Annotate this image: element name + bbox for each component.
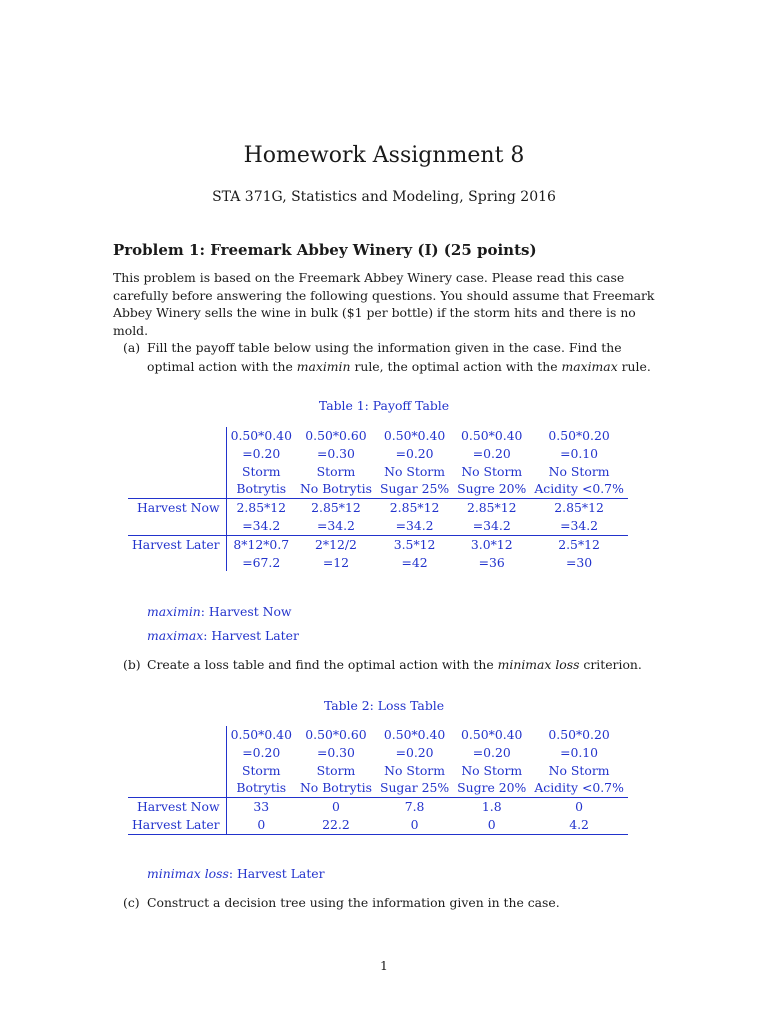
table1-col-joint: =0.10: [560, 445, 599, 461]
table2-cell: 0: [376, 816, 453, 834]
maximin-value: : Harvest Now: [200, 604, 292, 619]
table1-cell: =34.2: [530, 517, 628, 535]
table2-col-prob: 0.50*0.40: [461, 727, 523, 742]
table2-col-joint: =0.20: [242, 744, 281, 760]
page-title: Homework Assignment 8: [243, 143, 525, 168]
part-b-text-2: criterion.: [579, 657, 642, 672]
table1-col-joint: =0.20: [395, 445, 434, 461]
table2-row-label: Harvest Now: [128, 798, 226, 816]
table2-cell: 33: [253, 799, 270, 815]
part-c-label: (c): [123, 895, 140, 910]
table1-col-state: No Storm: [548, 463, 610, 479]
table1-col-substate: Sugre 20%: [453, 480, 530, 498]
table1-row-label: Harvest Later: [128, 535, 226, 553]
table1-col-substate: Botrytis: [226, 480, 296, 498]
table1-cell: =34.2: [376, 517, 453, 535]
table2-cell: 1.8: [481, 799, 502, 815]
table2-col-substate: Sugre 20%: [453, 779, 530, 797]
table2-cell: 0: [226, 816, 296, 834]
maximax-answer: [147, 628, 299, 643]
part-a-question: [123, 339, 658, 376]
page-number: 1: [380, 958, 388, 973]
table2-row-label: Harvest Later: [128, 816, 226, 834]
table1-cell: 2.85*12: [466, 500, 517, 516]
part-a-text-2: rule, the optimal action with the: [350, 358, 562, 374]
table1-col-prob: 0.50*0.40: [461, 428, 523, 443]
table1-col-joint: =0.20: [242, 445, 281, 461]
table1-cell: 2.85*12: [554, 500, 604, 516]
table2-col-substate: Sugar 25%: [376, 779, 453, 797]
table2-cell: 0: [332, 799, 340, 815]
table1-cell: =36: [478, 554, 505, 570]
table2-cell: 0: [453, 816, 530, 834]
part-a-label: (a): [123, 340, 141, 355]
table2-cell: 4.2: [530, 816, 628, 834]
minimax-loss-value: : Harvest Later: [228, 866, 325, 881]
table2-corner: [128, 726, 226, 744]
table1-col-state: Storm: [241, 463, 281, 479]
table2-col-prob: 0.50*0.20: [548, 727, 610, 742]
table2-col-state: No Storm: [548, 762, 610, 778]
payoff-table: [128, 427, 628, 571]
table2-col-substate: Botrytis: [226, 779, 296, 797]
table1-col-state: Storm: [316, 463, 356, 479]
table2-col-prob: 0.50*0.40: [230, 727, 292, 742]
maximin-answer: [147, 604, 292, 619]
part-b-em-minimax: minimax loss: [497, 657, 580, 672]
maximax-value: : Harvest Later: [203, 628, 299, 643]
part-a-em-maximin: maximin: [296, 358, 351, 374]
table1-cell: 3.5*12: [393, 536, 436, 552]
loss-table: [128, 726, 628, 835]
table1-cell: 2.85*12: [389, 500, 440, 516]
table1-cell: 2.85*12: [311, 500, 361, 516]
maximax-label: maximax: [147, 628, 204, 643]
table1-col-state: No Storm: [384, 463, 445, 479]
table2-cell: 22.2: [296, 816, 376, 834]
table2-col-joint: =0.20: [472, 744, 511, 760]
table1-col-substate: Sugar 25%: [376, 480, 453, 498]
table2-col-prob: 0.50*0.60: [305, 727, 367, 742]
part-a-em-maximax: maximax: [561, 358, 618, 374]
table2-col-joint: =0.20: [395, 744, 434, 760]
table1-cell: 2*12/2: [315, 536, 357, 552]
part-b-text-1: Create a loss table and find the optimal action with the: [147, 657, 498, 672]
table2-col-state: Storm: [241, 762, 281, 778]
part-a-text-1: Fill the payoff table below using the information given in the case. Find the optimal action with the: [147, 340, 622, 374]
table2-col-state: Storm: [316, 762, 356, 778]
table1-cell: 8*12*0.7: [233, 536, 290, 552]
table1-cell: 3.0*12: [470, 536, 513, 552]
table2-caption: Table 2: Loss Table: [323, 698, 445, 713]
part-c-question: [123, 894, 658, 913]
table2-col-state: No Storm: [384, 762, 445, 778]
table1-cell: =67.2: [242, 554, 281, 570]
part-c-text: Construct a decision tree using the information given in the case.: [147, 895, 560, 910]
table2-cell: 7.8: [404, 799, 425, 815]
table1-col-substate: No Botrytis: [296, 480, 376, 498]
table1-cell: =34.2: [226, 517, 296, 535]
maximin-label: maximin: [147, 604, 201, 619]
table1-col-joint: =0.20: [472, 445, 511, 461]
table1-col-joint: =0.30: [316, 445, 355, 461]
table1-row-label: Harvest Now: [128, 499, 226, 517]
table2-cell: 0: [575, 799, 584, 815]
problem-heading: Problem 1: Freemark Abbey Winery (I) (25 points): [113, 241, 537, 259]
table2-col-substate: Acidity <0.7%: [530, 779, 628, 797]
table1-cell: =34.2: [296, 517, 376, 535]
part-b-label: (b): [123, 657, 141, 672]
part-a-text-3: rule.: [617, 358, 651, 374]
table2-col-joint: =0.10: [560, 744, 599, 760]
table1-cell: =30: [566, 554, 593, 570]
part-b-question: [123, 656, 658, 675]
table1-caption: Table 1: Payoff Table: [318, 398, 450, 413]
table1-col-prob: 0.50*0.20: [548, 428, 610, 443]
table1-col-substate: Acidity <0.7%: [530, 480, 628, 498]
minimax-loss-answer: [147, 866, 325, 881]
table1-col-prob: 0.50*0.60: [305, 428, 367, 443]
table2-col-prob: 0.50*0.40: [383, 727, 446, 742]
course-subtitle: STA 371G, Statistics and Modeling, Spring 2016: [212, 189, 556, 205]
table1-corner: [128, 427, 226, 445]
table2-col-joint: =0.30: [316, 744, 355, 760]
table1-cell: =12: [322, 554, 350, 570]
minimax-loss-label: minimax loss: [147, 866, 229, 881]
table1-cell: 2.85*12: [236, 500, 287, 516]
table2-col-substate: No Botrytis: [296, 779, 376, 797]
table1-cell: =34.2: [453, 517, 530, 535]
table1-col-state: No Storm: [461, 463, 523, 479]
problem-intro: This problem is based on the Freemark Abbey Winery case. Please read this case carefully before answering the following questions. You should assume that Freemark Abbey Winery sells the wine in bulk ($1 per bottle) if the storm hits and there is no mold.: [113, 270, 655, 338]
table1-col-prob: 0.50*0.40: [383, 428, 446, 443]
table1-cell: =42: [401, 554, 428, 570]
table1-cell: 2.5*12: [558, 536, 600, 552]
table2-col-state: No Storm: [461, 762, 523, 778]
table1-col-prob: 0.50*0.40: [230, 428, 292, 443]
